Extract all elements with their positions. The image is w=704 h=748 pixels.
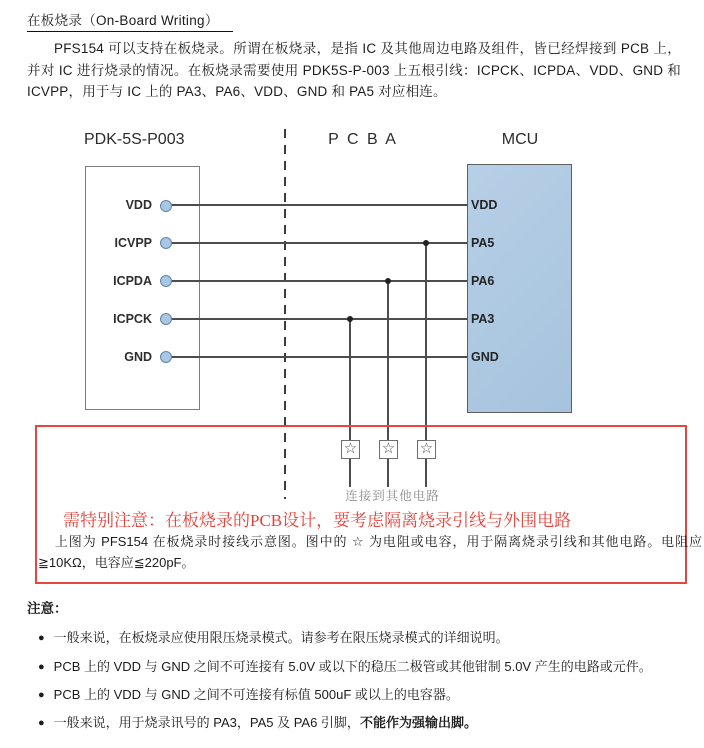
bullet-icon: ● [38, 632, 45, 644]
list-item [38, 659, 652, 675]
warning-highlight-text: 需特别注意：在板烧录的PCB设计，要考虑隔离烧录引线与外围电路 [63, 511, 572, 530]
mcu-pin-label: PA5 [471, 236, 495, 250]
note-text: 一般来说，在板烧录应使用限压烧录模式。请参考在限压烧录模式的详细说明。 [53, 630, 509, 645]
pin-terminal-icpda [160, 275, 172, 287]
star-icon: ☆ [341, 440, 360, 459]
bullet-icon: ● [38, 689, 45, 701]
programmer-pin-label: ICVPP [114, 236, 152, 250]
programmer-box-label: PDK-5S-P003 [84, 131, 185, 148]
pin-terminal-gnd [160, 351, 172, 363]
junction-dot-pa5 [423, 240, 429, 246]
note-text: 一般来说，用于烧录讯号的 PA3，PA5 及 PA6 引脚， [53, 715, 360, 730]
wire-gnd [166, 356, 467, 358]
list-item [38, 630, 509, 646]
notes-header: 注意： [27, 601, 68, 616]
note-text: PCB 上的 VDD 与 GND 之间不可连接有 5.0V 或以下的稳压二极管或其他钳制 5.0V 产生的电路或元件。 [53, 659, 652, 674]
mcu-box-label: MCU [501, 131, 539, 148]
note-text: PCB 上的 VDD 与 GND 之间不可连接有标值 500uF 或以上的电容器。 [53, 687, 459, 702]
programmer-pin-label: ICPDA [113, 274, 152, 288]
intro-paragraph: PFS154 可以支持在板烧录。所谓在板烧录，是指 IC 及其他周边电路及组件，皆已经焊接到 PCB 上，并对 IC 进行烧录的情况。在板烧录需要使用 PDK5S-P-003 上五根引线：ICPCK、ICPDA、VDD、GND 和 ICVPP，用于与 IC 上的 PA3、PA6、VDD、GND 和 PA5 对应相连。 [27, 41, 681, 99]
wire-icpck-pa3 [166, 318, 467, 320]
star-icon: ☆ [417, 440, 436, 459]
wire-vdd [166, 204, 467, 206]
mcu-pin-label: PA6 [471, 274, 495, 288]
programmer-pin-label: ICPCK [113, 312, 152, 326]
programmer-pin-label: GND [124, 350, 152, 364]
mcu-pin-label: GND [471, 350, 499, 364]
wire-icvpp-pa5 [166, 242, 467, 244]
figure-caption: 上图为 PFS154 在板烧录时接线示意图。图中的 ☆ 为电阻或电容，用于隔离烧录引线和其他电路。电阻应≧10KΩ，电容应≦220pF。 [38, 534, 702, 570]
bullet-icon: ● [38, 661, 45, 673]
isolation-wire-pa3 [349, 319, 351, 487]
pin-terminal-icvpp [160, 237, 172, 249]
junction-dot-pa3 [347, 316, 353, 322]
list-item [38, 715, 477, 731]
star-icon: ☆ [379, 440, 398, 459]
other-circuit-label: 连接到其他电路 [345, 489, 440, 503]
pcba-label: P C B A [328, 131, 398, 148]
note-text-bold: 不能作为强输出脚。 [359, 715, 477, 730]
mcu-pin-label: PA3 [471, 312, 495, 326]
page-title: 在板烧录（On-Board Writing） [27, 9, 233, 32]
bullet-icon: ● [38, 717, 45, 729]
pcba-divider-dashed-line [284, 129, 286, 499]
list-item [38, 687, 459, 703]
junction-dot-pa6 [385, 278, 391, 284]
programmer-pin-label: VDD [125, 198, 152, 212]
pin-terminal-vdd [160, 200, 172, 212]
pin-terminal-icpck [160, 313, 172, 325]
mcu-pin-label: VDD [471, 198, 498, 212]
wire-icpda-pa6 [166, 280, 467, 282]
